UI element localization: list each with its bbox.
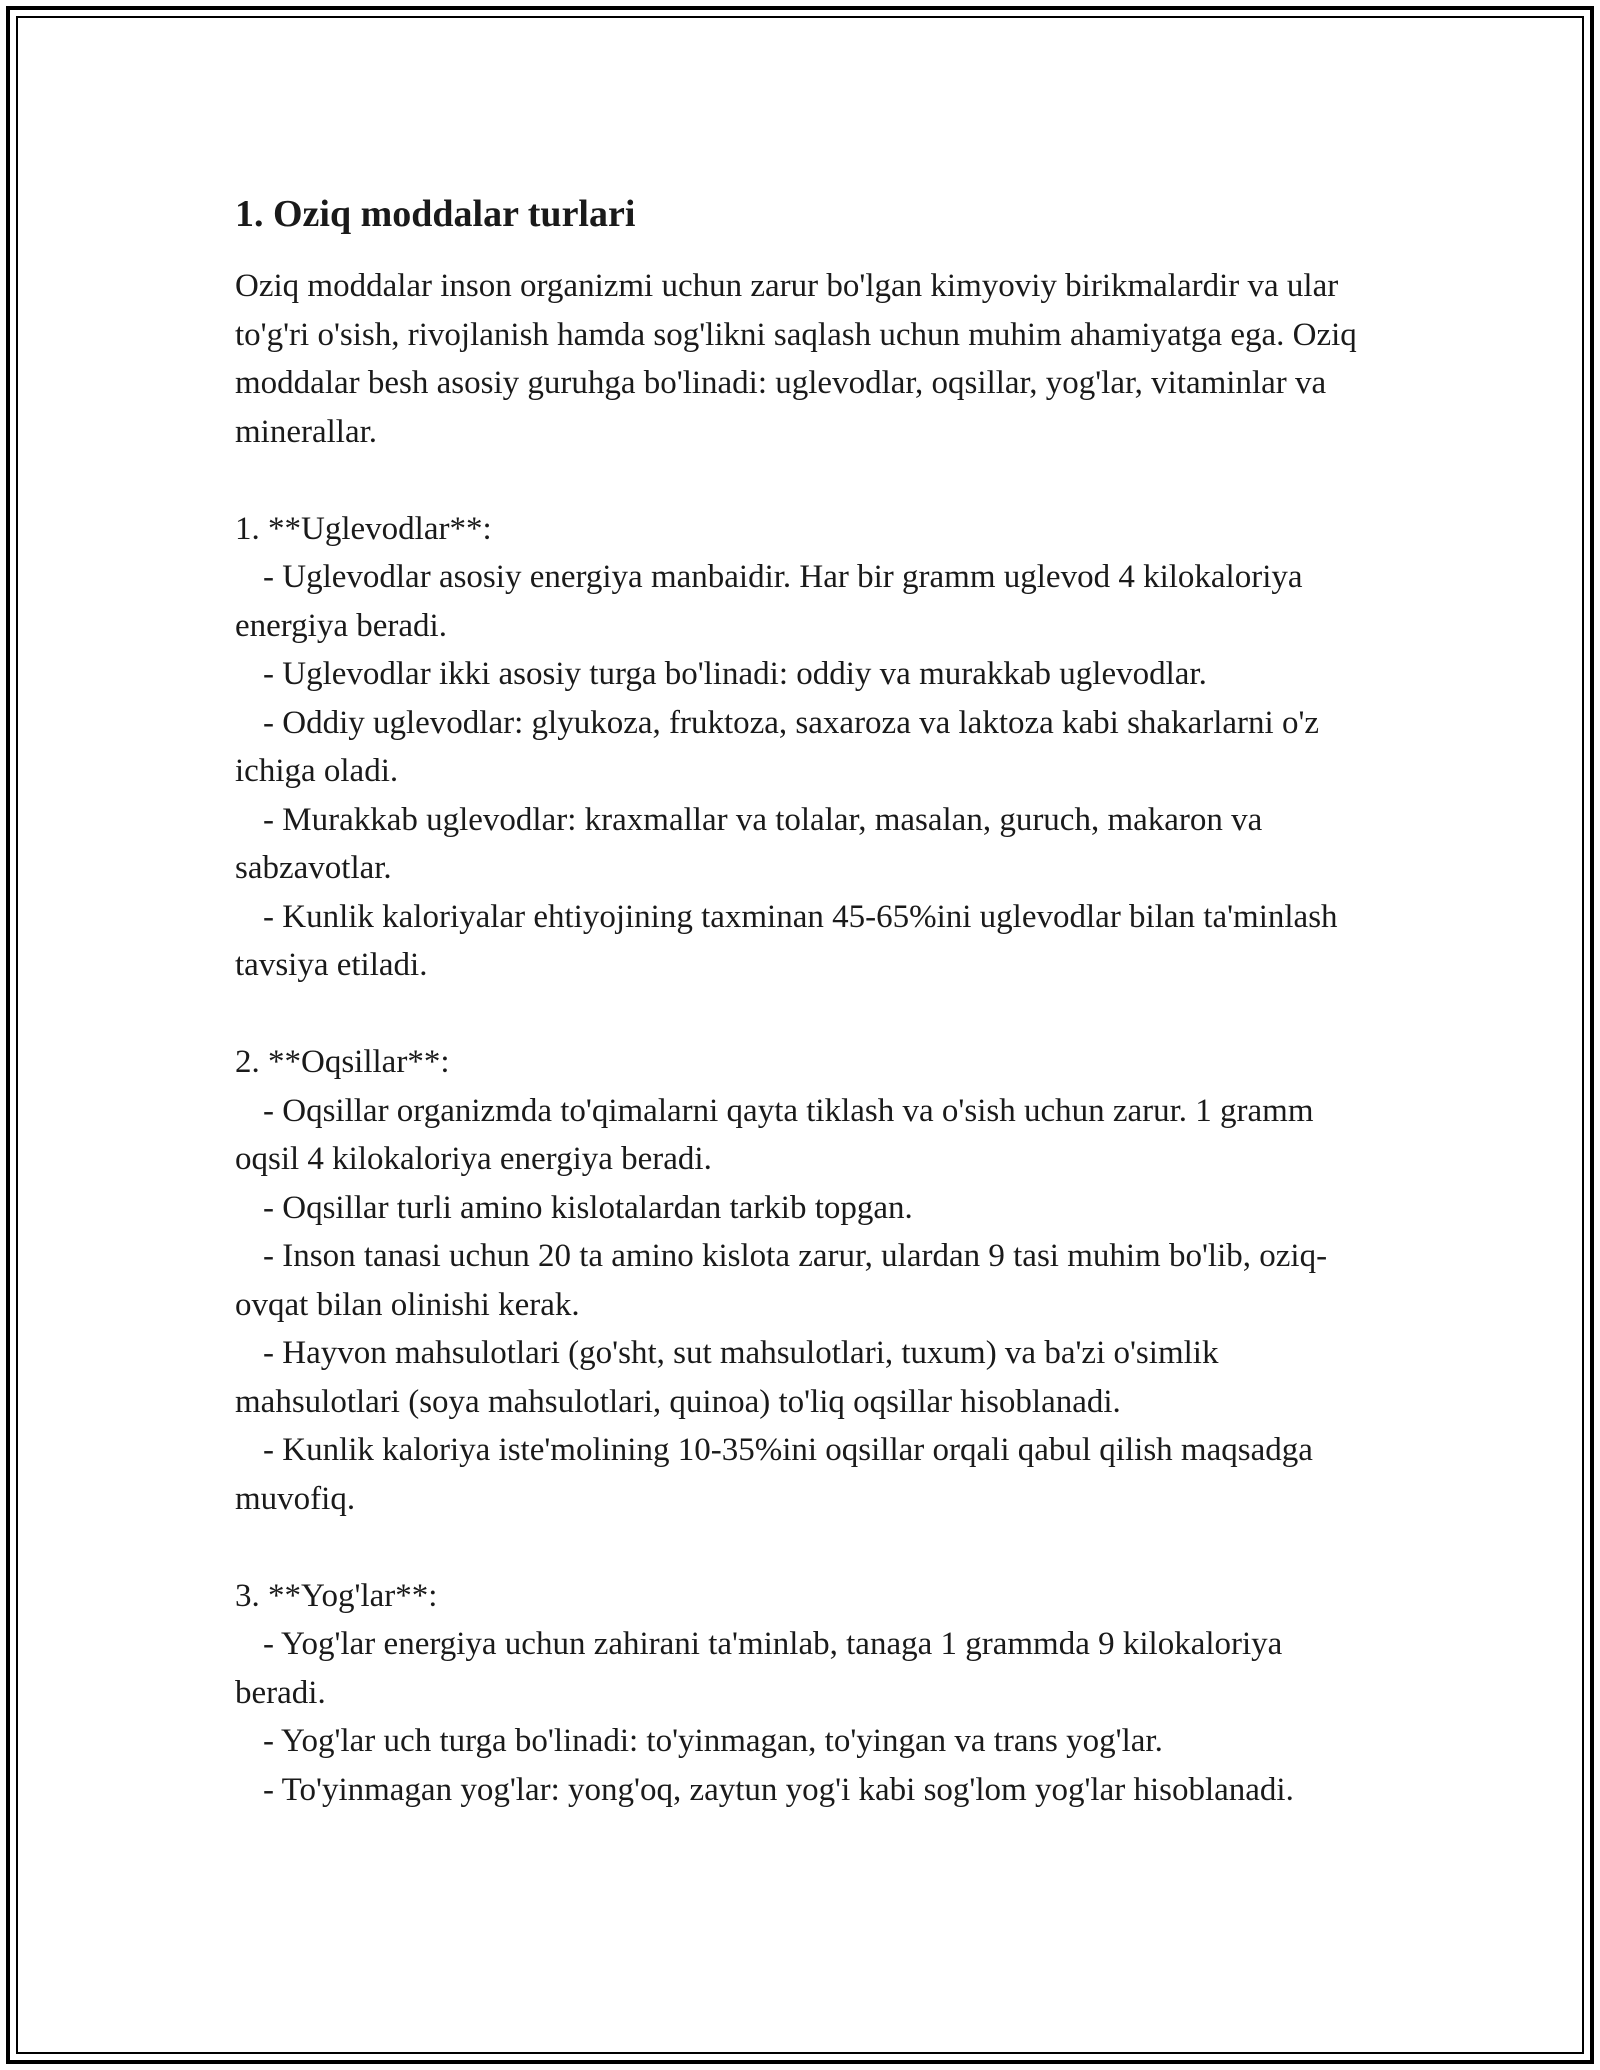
section-carbohydrates (235, 505, 1375, 990)
bullet-item: - Uglevodlar asosiy energiya manbaidir. Har bir gramm uglevod 4 kilokaloriya energiya beradi. (235, 559, 1311, 644)
section-fats (235, 1572, 1375, 1815)
bullet-item: - To'yinmagan yog'lar: yong'oq, zaytun yog'i kabi sog'lom yog'lar hisoblanadi. (263, 1771, 1294, 1808)
bullet-item: - Inson tanasi uchun 20 ta amino kislota zarur, ulardan 9 tasi muhim bo'lib, oziq-ovqat bilan olinishi kerak. (235, 1238, 1328, 1323)
intro-paragraph: Oziq moddalar inson organizmi uchun zarur bo'lgan kimyoviy birikmalardir va ular to'g'ri o'sish, rivojlanish hamda sog'likni saqlash uchun muhim ahamiyatga ega. Oziq moddalar besh asosiy guruhga bo'linadi: uglevodlar, oqsillar, yog'lar, vitaminlar va minerallar. (235, 268, 1357, 450)
bullet-item: - Yog'lar energiya uchun zahirani ta'minlab, tanaga 1 grammda 9 kilokaloriya beradi. (235, 1626, 1291, 1711)
document-body (235, 188, 1375, 1814)
section-title: 1. **Uglevodlar**: (235, 510, 492, 547)
bullet-item: - Oddiy uglevodlar: glyukoza, fruktoza, saxaroza va laktoza kabi shakarlarni o'z ichiga oladi. (235, 704, 1328, 789)
bullet-item: - Hayvon mahsulotlari (go'sht, sut mahsulotlari, tuxum) va ba'zi o'simlik mahsulotlari (soya mahsulotlari, quinoa) to'liq oqsillar hisoblanadi. (235, 1335, 1227, 1420)
section-heading: 1. Oziq moddalar turlari (235, 193, 636, 235)
bullet-item: - Murakkab uglevodlar: kraxmallar va tolalar, masalan, guruch, makaron va sabzavotlar. (235, 801, 1271, 886)
bullet-item: - Yog'lar uch turga bo'linadi: to'yinmagan, to'yingan va trans yog'lar. (263, 1723, 1163, 1759)
bullet-item: - Kunlik kaloriya iste'molining 10-35%ini oqsillar orqali qabul qilish maqsadga muvofiq. (235, 1432, 1322, 1517)
bullet-item: - Oqsillar organizmda to'qimalarni qayta tiklash va o'sish uchun zarur. 1 gramm oqsil 4 kilokaloriya energiya beradi. (235, 1092, 1322, 1177)
bullet-item: - Oqsillar turli amino kislotalardan tarkib topgan. (263, 1189, 913, 1226)
bullet-item: - Uglevodlar ikki asosiy turga bo'linadi: oddiy va murakkab uglevodlar. (263, 656, 1207, 692)
section-title: 3. **Yog'lar**: (235, 1577, 438, 1614)
section-title: 2. **Oqsillar**: (235, 1044, 450, 1080)
section-proteins (235, 1038, 1375, 1523)
bullet-item: - Kunlik kaloriyalar ehtiyojining taxminan 45-65%ini uglevodlar bilan ta'minlash tavsiya etiladi. (235, 898, 1346, 983)
